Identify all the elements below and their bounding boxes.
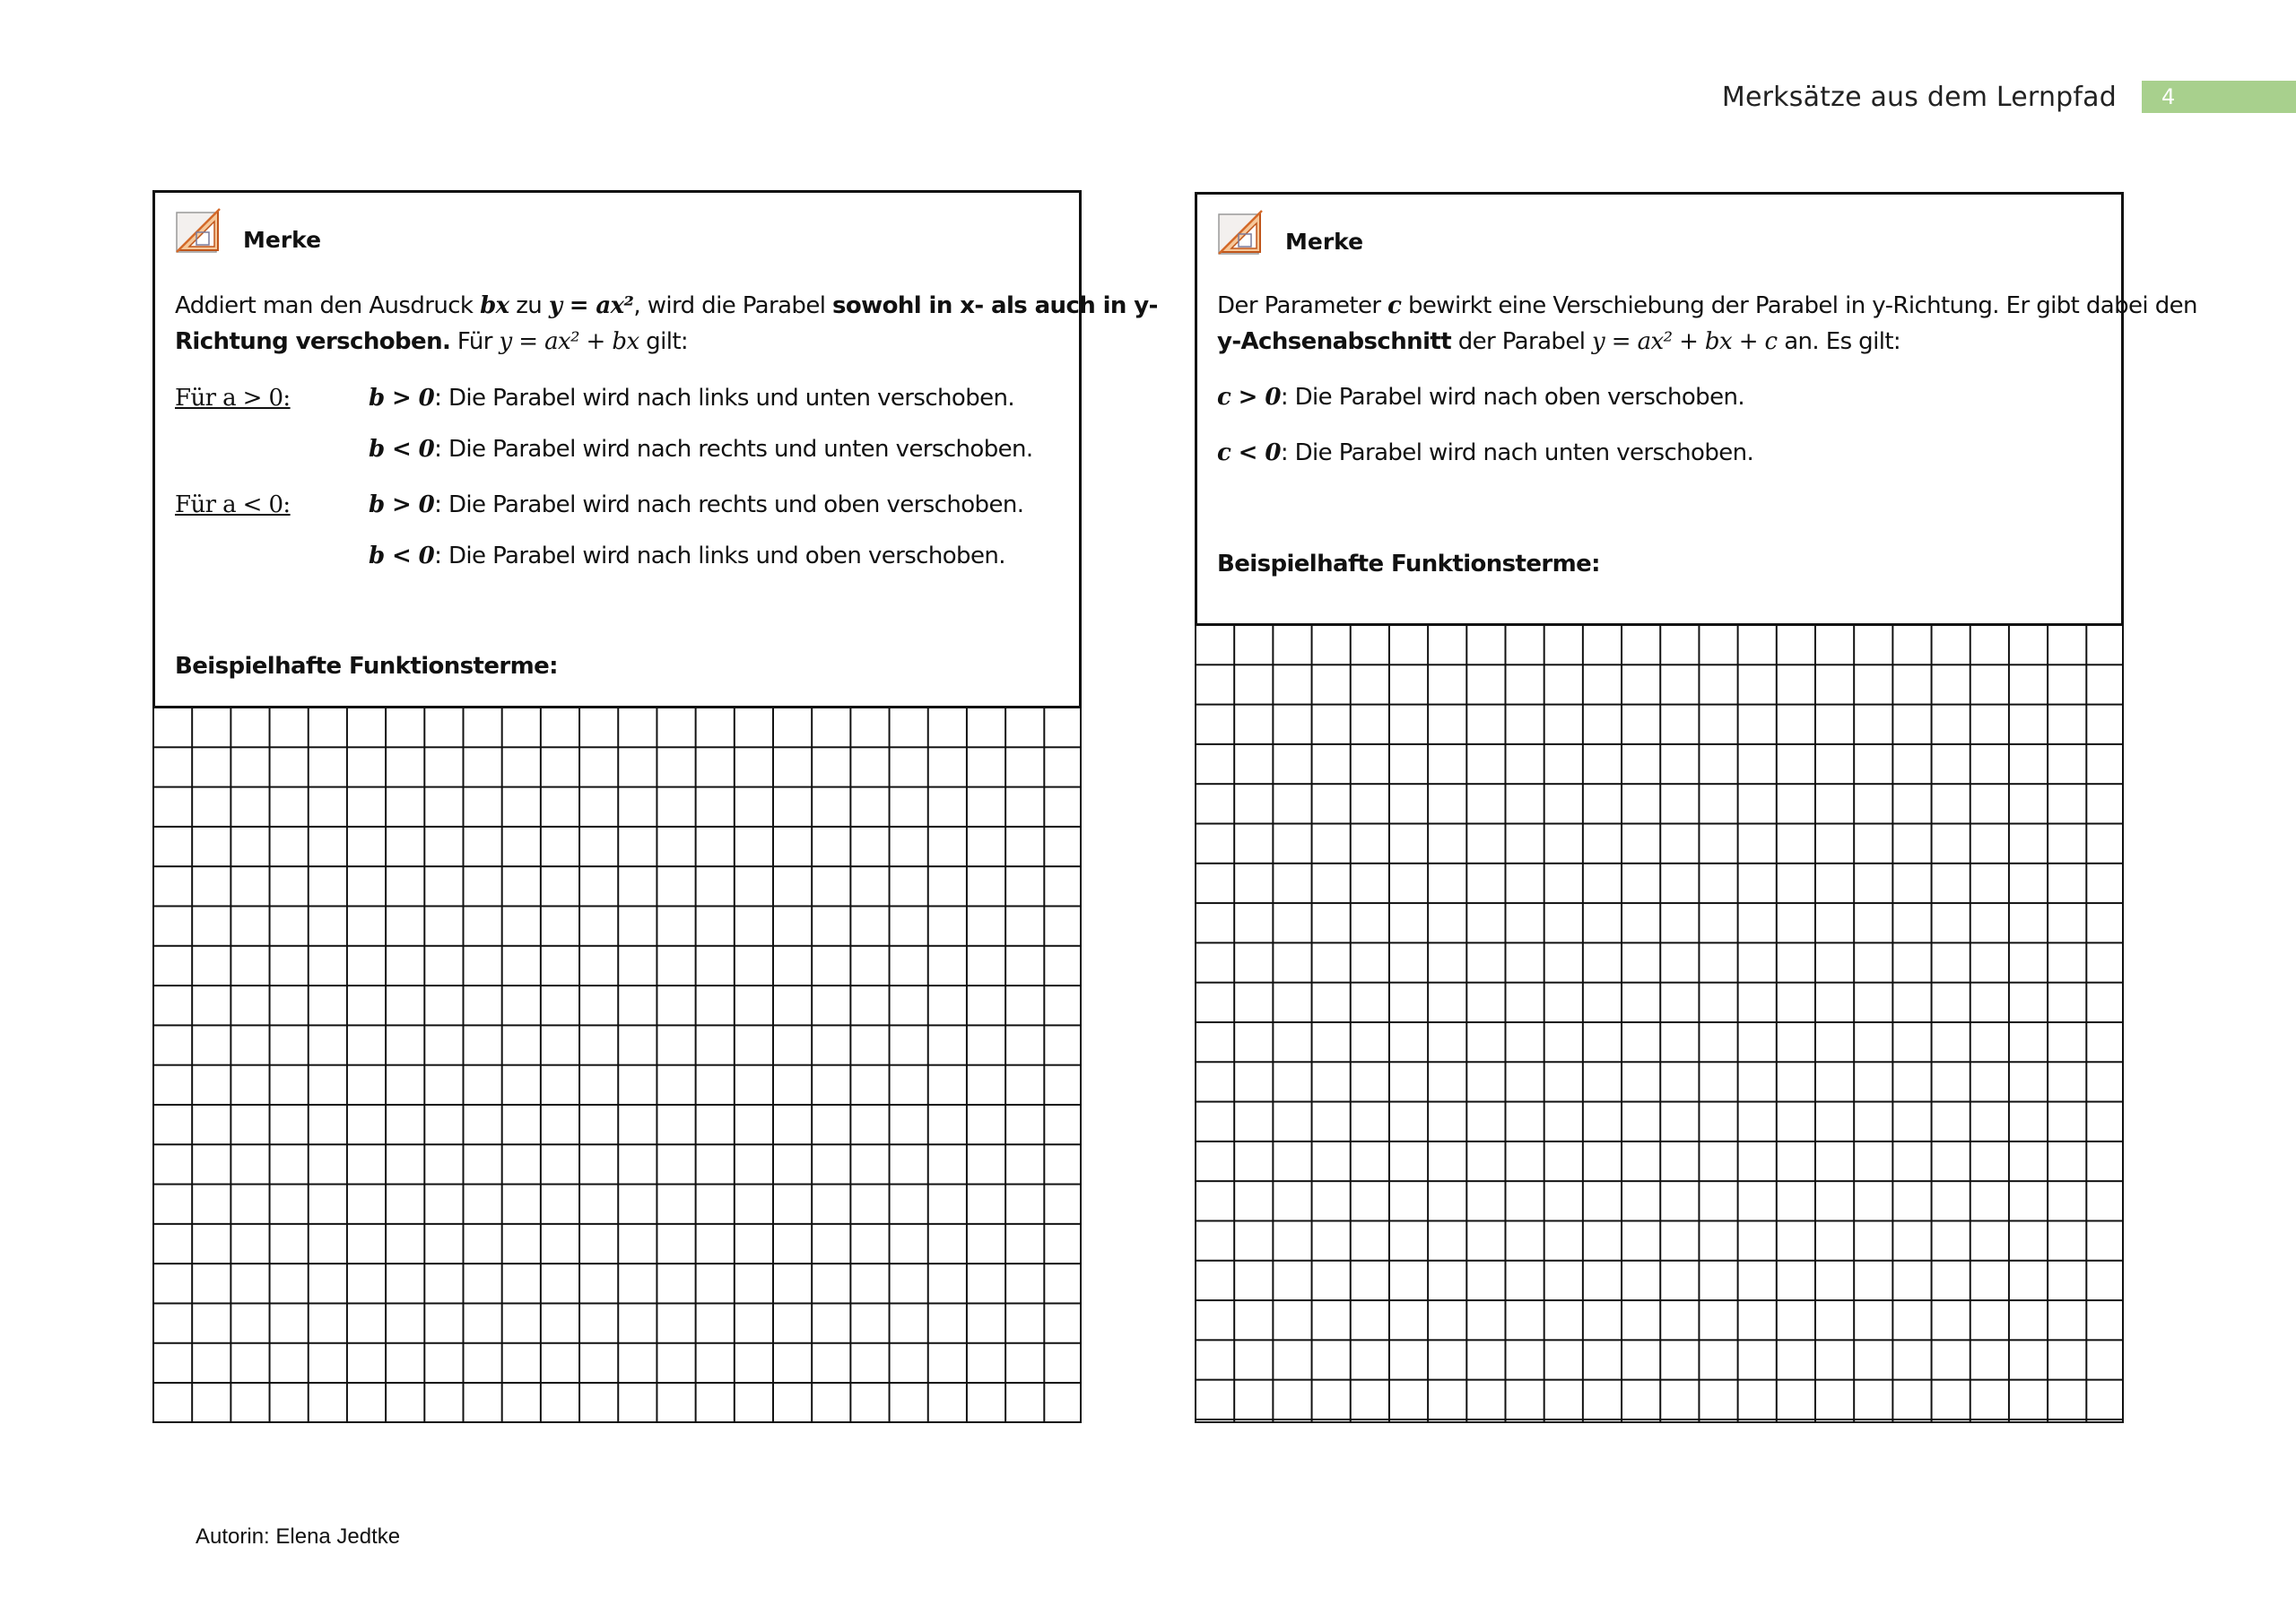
condition: b > 0 bbox=[369, 385, 435, 412]
math-formula: y = ax² + bx bbox=[499, 328, 639, 355]
math-bx: bx bbox=[480, 292, 509, 319]
intro-line-2 bbox=[175, 324, 688, 360]
bold-text: Richtung verschoben. bbox=[175, 328, 451, 355]
rule-row bbox=[369, 380, 1014, 416]
grid-paper-left[interactable] bbox=[152, 707, 1082, 1423]
condition: b > 0 bbox=[369, 491, 435, 518]
case-a-positive-label: Für a > 0: bbox=[175, 385, 291, 412]
rule-row bbox=[369, 487, 1023, 523]
condition: b < 0 bbox=[369, 543, 435, 569]
page-number-badge: 4 bbox=[2142, 81, 2296, 113]
math-c: c bbox=[1387, 292, 1402, 319]
text: bewirkt eine Verschiebung der Parabel in y-Richtung. Er gibt dabei den bbox=[1401, 292, 2197, 319]
text: Der Parameter bbox=[1217, 292, 1388, 319]
examples-label: Beispielhafte Funktionsterme: bbox=[175, 653, 558, 680]
case-a-negative-label: Für a < 0: bbox=[175, 491, 291, 518]
merke-box-right bbox=[1195, 192, 2197, 626]
rule-row bbox=[369, 538, 1005, 574]
rule-row bbox=[1217, 435, 1753, 471]
rule-text: : Die Parabel wird nach rechts und unten verschoben. bbox=[434, 436, 1033, 463]
text: der Parabel bbox=[1451, 328, 1593, 355]
merke-title: Merke bbox=[1285, 229, 1364, 255]
condition: b < 0 bbox=[369, 436, 435, 463]
condition: c < 0 bbox=[1217, 439, 1281, 466]
text: gilt: bbox=[639, 328, 689, 355]
author-credit: Autorin: Elena Jedtke bbox=[196, 1524, 401, 1549]
bold-text: sowohl in x- als auch in y- bbox=[832, 292, 1158, 319]
grid-paper-right[interactable] bbox=[1195, 624, 2124, 1423]
text: , wird die Parabel bbox=[633, 292, 833, 319]
text: Addiert man den Ausdruck bbox=[175, 292, 481, 319]
rule-row bbox=[369, 431, 1033, 467]
text: an. Es gilt: bbox=[1777, 328, 1901, 355]
intro-line-1 bbox=[175, 288, 1158, 324]
merke-box-left bbox=[152, 190, 1158, 708]
triangle-ruler-icon bbox=[173, 205, 223, 256]
math-formula: y = ax² + bx + c bbox=[1592, 328, 1778, 355]
intro-line-2 bbox=[1217, 324, 1900, 360]
rule-text: : Die Parabel wird nach links und unten verschoben. bbox=[434, 385, 1015, 412]
rule-text: : Die Parabel wird nach rechts und oben verschoben. bbox=[434, 491, 1024, 518]
bold-text: y-Achsenabschnitt bbox=[1217, 328, 1452, 355]
math-y-ax2: y = ax² bbox=[548, 292, 634, 319]
rule-text: : Die Parabel wird nach oben verschoben. bbox=[1280, 384, 1745, 411]
condition: c > 0 bbox=[1217, 384, 1281, 411]
text: Für bbox=[450, 328, 500, 355]
merke-title: Merke bbox=[243, 227, 322, 253]
rule-text: : Die Parabel wird nach unten verschoben. bbox=[1280, 439, 1754, 466]
intro-line-1 bbox=[1217, 288, 2197, 324]
examples-label: Beispielhafte Funktionsterme: bbox=[1217, 551, 1600, 578]
section-title: Merksätze aus dem Lernpfad bbox=[1721, 82, 2117, 113]
rule-row bbox=[1217, 379, 1744, 415]
rule-text: : Die Parabel wird nach links und oben verschoben. bbox=[434, 543, 1005, 569]
text: zu bbox=[509, 292, 549, 319]
triangle-ruler-icon bbox=[1215, 207, 1265, 257]
